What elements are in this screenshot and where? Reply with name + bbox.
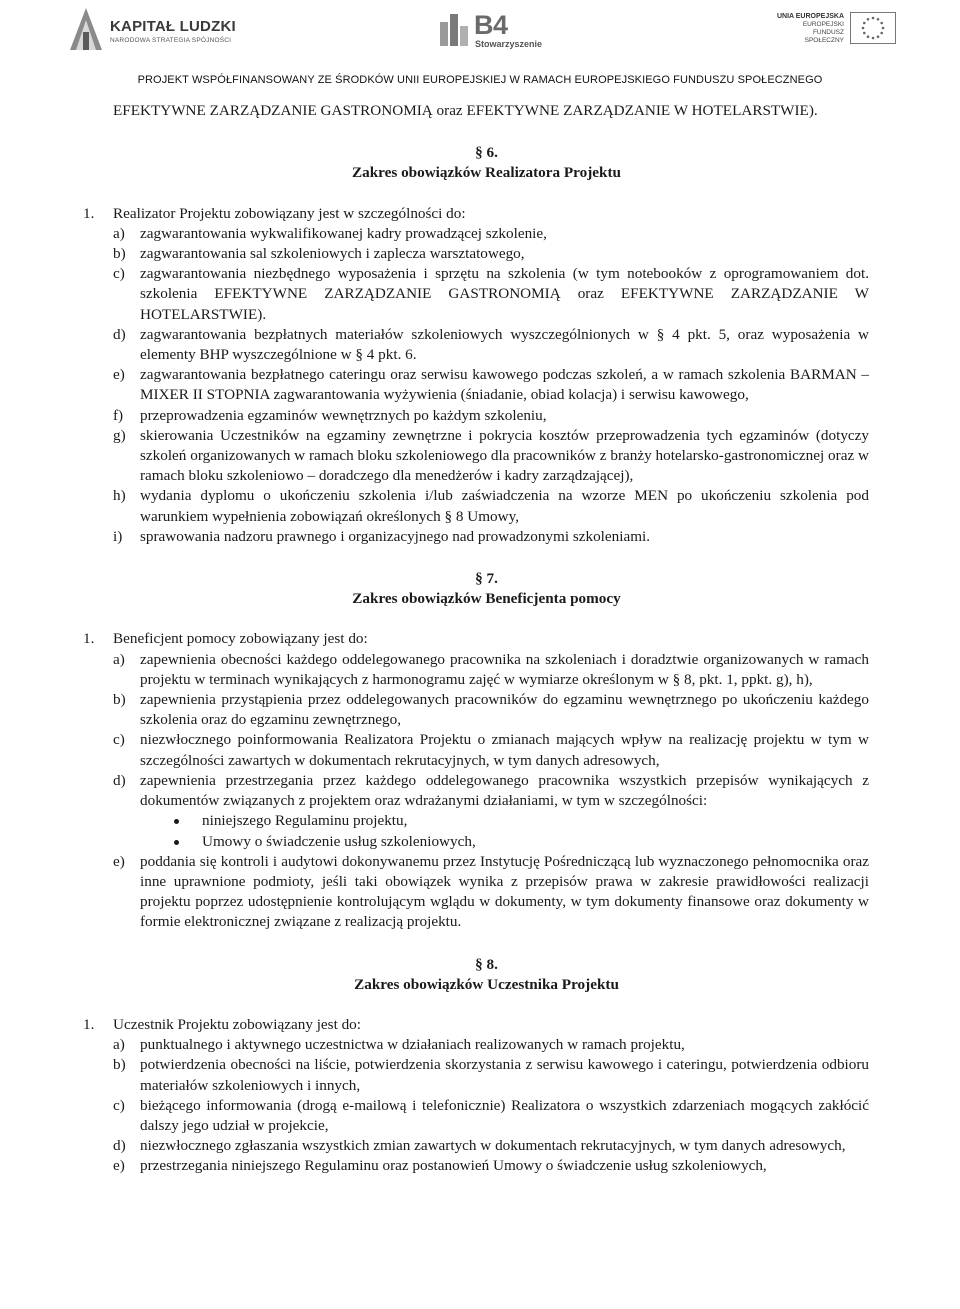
list-marker: c)	[113, 265, 125, 283]
kapital-ludzki-emblem-icon	[66, 6, 106, 54]
list-item-text: potwierdzenia obecności na liście, potwierdzenia skorzystania z serwisu kawowego i cateringu, potwierdzenia odbioru materiałów szkoleniowych i innych,	[140, 1056, 869, 1094]
list-item	[113, 244, 869, 264]
list-item-text: zapewnienia przystąpienia przez oddelegowanych pracowników do egzaminu wewnętrznego po ukończeniu każdego szkolenia oraz do egzaminu zewnętrznego,	[140, 691, 869, 729]
list-item-text: zagwarantowania sal szkoleniowych i zaplecza warsztatowego,	[140, 245, 525, 263]
section-7-lead-number: 1.	[83, 630, 95, 648]
list-marker: c)	[113, 1096, 125, 1114]
list-item	[113, 527, 869, 547]
eu-logo-text	[776, 13, 844, 45]
list-marker: b)	[113, 691, 126, 709]
list-marker: d)	[113, 1137, 126, 1155]
document-body	[83, 101, 869, 1177]
bullet-text: Umowy o świadczenie usług szkoleniowych,	[202, 832, 476, 850]
list-item-text: zapewnienia przestrzegania przez każdego oddelegowanego pracownika wszystkich przepisów wynikających z dokumentów związanych z projektem oraz wdrażanymi działaniami, w tym w szczególności:	[140, 771, 869, 810]
section-6-title: Zakres obowiązków Realizatora Projektu	[352, 164, 621, 182]
b4-mark: B4	[474, 10, 508, 40]
list-item-text: przeprowadzenia egzaminów wewnętrznych po każdym szkoleniu,	[140, 406, 547, 424]
list-marker: e)	[113, 852, 125, 870]
list-marker: d)	[113, 325, 126, 343]
list-item-text: zagwarantowania bezpłatnego cateringu oraz serwisu kawowego podczas szkoleń, a w ramach szkolenia BARMAN – MIXER II STOPNIA zagwarantowania wyżywienia (śniadanie, obiad kolacja) i serwisu kawowego,	[140, 366, 869, 404]
bullet-item	[202, 811, 869, 831]
list-item-text: zagwarantowania bezpłatnych materiałów szkoleniowych wyszczególnionych w § 4 pkt. 5, oraz wyposażenia w elementy BHP wyszczególnione w § 4 pkt. 6.	[140, 325, 869, 364]
kapital-ludzki-logo	[66, 6, 236, 56]
list-item-text: poddania się kontroli i audytowi dokonywanemu przez Instytucję Pośredniczącą lub wyznaczonego pełnomocnika oraz inne uprawnione podmioty, jeśli taki obowiązek wynika z przepisów prawa w zakresie prawidłowości realizacji projektu poprzez udostępnienie kontrolującym wglądu w dokumenty, w tym dokumenty finansowe oraz dokumenty w formie elektronicznej związane z realizacją projektu.	[140, 852, 869, 931]
list-marker: i)	[113, 527, 123, 545]
list-item	[113, 771, 869, 852]
section-7-lead	[83, 629, 869, 649]
bullet-list	[140, 811, 869, 851]
list-marker: b)	[113, 1056, 126, 1074]
eu-line-2: EUROPEJSKI	[802, 21, 844, 28]
section-6-number: § 6.	[475, 144, 498, 162]
list-item	[113, 365, 869, 405]
list-item	[113, 852, 869, 933]
section-7-lead-text: Beneficjent pomocy zobowiązany jest do:	[113, 630, 368, 648]
kapital-ludzki-title: KAPITAŁ LUDZKI	[110, 18, 236, 35]
section-7-number: § 7.	[475, 570, 498, 588]
section-6-lead	[83, 204, 869, 224]
list-marker: a)	[113, 1036, 125, 1054]
list-item	[113, 1136, 869, 1156]
list-marker: g)	[113, 426, 126, 444]
list-marker: a)	[113, 650, 125, 668]
list-marker: b)	[113, 245, 126, 263]
section-6-list	[113, 224, 869, 547]
list-item	[113, 650, 869, 690]
list-item-text: wydania dyplomu o ukończeniu szkolenia i/lub zaświadczenia na wzorze MEN po ukończeniu szkolenia pod warunkiem wypełnienia zobowiązań określonych § 8 Umowy,	[140, 487, 869, 525]
section-7-title: Zakres obowiązków Beneficjenta pomocy	[352, 590, 621, 608]
list-marker: d)	[113, 771, 126, 789]
list-item-text: punktualnego i aktywnego uczestnictwa w działaniach realizowanych w ramach projektu,	[140, 1036, 685, 1054]
list-item	[113, 1156, 869, 1176]
section-6-lead-text: Realizator Projektu zobowiązany jest w szczególności do:	[113, 204, 466, 222]
b4-stowarzyszenie-logo	[438, 10, 548, 50]
list-item-text: przestrzegania niniejszego Regulaminu oraz postanowień Umowy o świadczenie usług szkoleniowych,	[140, 1157, 767, 1175]
section-8-title: Zakres obowiązków Uczestnika Projektu	[354, 975, 619, 993]
section-8-lead	[83, 1015, 869, 1035]
list-marker: e)	[113, 1157, 125, 1175]
list-item-text: bieżącego informowania (drogą e-mailową i telefonicznie) Realizatora o wszystkich zdarzeniach mogących zakłócić dalszy jego udział w projekcie,	[140, 1096, 869, 1134]
section-8-lead-number: 1.	[83, 1015, 95, 1033]
list-item-text: niezwłocznego poinformowania Realizatora Projektu o zmianach mających wpływ na realizację projektu w tym w szczególności zawartych w dokumentach rekrutacyjnych, w tym danych adresowych,	[140, 731, 869, 769]
list-item-text: niezwłocznego zgłaszania wszystkich zmian zawartych w dokumentach rekrutacyjnych, w tym danych adresowych,	[140, 1137, 846, 1155]
section-7-list	[113, 650, 869, 933]
list-item-text: sprawowania nadzoru prawnego i organizacyjnego nad prowadzonymi szkoleniami.	[140, 527, 651, 545]
list-item-text: zagwarantowania niezbędnego wyposażenia i sprzętu na szkolenia (w tym notebooków z oprogramowaniem dot. szkolenia EFEKTYWNE ZARZĄDZANIE GASTRONOMIĄ oraz EFEKTYWNE ZARZĄDZANIE W HOTELARSTWIE).	[140, 265, 869, 323]
list-marker: f)	[113, 406, 124, 424]
section-8-number: § 8.	[475, 955, 498, 973]
eu-logo	[776, 12, 906, 48]
list-item	[113, 1035, 869, 1055]
intro-continuation: EFEKTYWNE ZARZĄDZANIE GASTRONOMIĄ oraz EFEKTYWNE ZARZĄDZANIE W HOTELARSTWIE).	[113, 102, 818, 119]
list-marker: c)	[113, 731, 125, 749]
project-cofinancing-banner: PROJEKT WSPÓŁFINANSOWANY ZE ŚRODKÓW UNII EUROPEJSKIEJ W RAMACH EUROPEJSKIEGO FUNDUSZU SPOŁECZNEGO	[137, 74, 823, 86]
list-item	[113, 486, 869, 526]
list-item	[113, 325, 869, 365]
list-item	[113, 224, 869, 244]
list-item	[113, 406, 869, 426]
eu-flag-icon	[850, 12, 896, 44]
list-item	[113, 730, 869, 770]
bullet-dot-icon	[174, 840, 179, 845]
list-item	[113, 1096, 869, 1136]
list-item	[113, 690, 869, 730]
list-marker: h)	[113, 487, 126, 505]
list-item-text: skierowania Uczestników na egzaminy zewnętrzne i pokrycia kosztów przeprowadzenia tych egzaminów (dotyczy szkoleń organizowanych w ramach bloku szkoleniowego dla pracowników z branży hotelarsko-gastronomicznej oraz w ramach bloku szkoleniowo – doradczego dla menedżerów i kadry zarządzającej),	[140, 426, 869, 485]
list-item	[113, 1055, 869, 1095]
bullet-dot-icon	[174, 819, 179, 824]
section-8-list	[113, 1035, 869, 1176]
eu-line-3: FUNDUSZ SPOŁECZNY	[804, 29, 844, 44]
list-item	[113, 426, 869, 487]
kapital-ludzki-subtitle: NARODOWA STRATEGIA SPÓJNOŚCI	[110, 37, 232, 44]
section-8-lead-text: Uczestnik Projektu zobowiązany jest do:	[113, 1015, 361, 1033]
b4-subtitle: Stowarzyszenie	[475, 39, 543, 49]
list-item-text: zagwarantowania wykwalifikowanej kadry prowadzącej szkolenie,	[140, 224, 547, 242]
page-header	[0, 0, 960, 95]
bullet-text: niniejszego Regulaminu projektu,	[202, 812, 408, 830]
b4-building-icon	[438, 10, 472, 48]
list-item	[113, 264, 869, 325]
list-marker: e)	[113, 366, 125, 384]
list-item-text: zapewnienia obecności każdego oddelegowanego pracownika na szkoleniach i doradztwie organizowanych w ramach projektu w terminach wynikających z harmonogramu zajęć w wymiarze określonym w § 8, pkt. 1, ppkt. g), h),	[140, 650, 869, 688]
bullet-item	[202, 832, 869, 852]
list-marker: a)	[113, 224, 125, 242]
section-6-lead-number: 1.	[83, 204, 95, 222]
eu-line-1: UNIA EUROPEJSKA	[776, 13, 844, 20]
